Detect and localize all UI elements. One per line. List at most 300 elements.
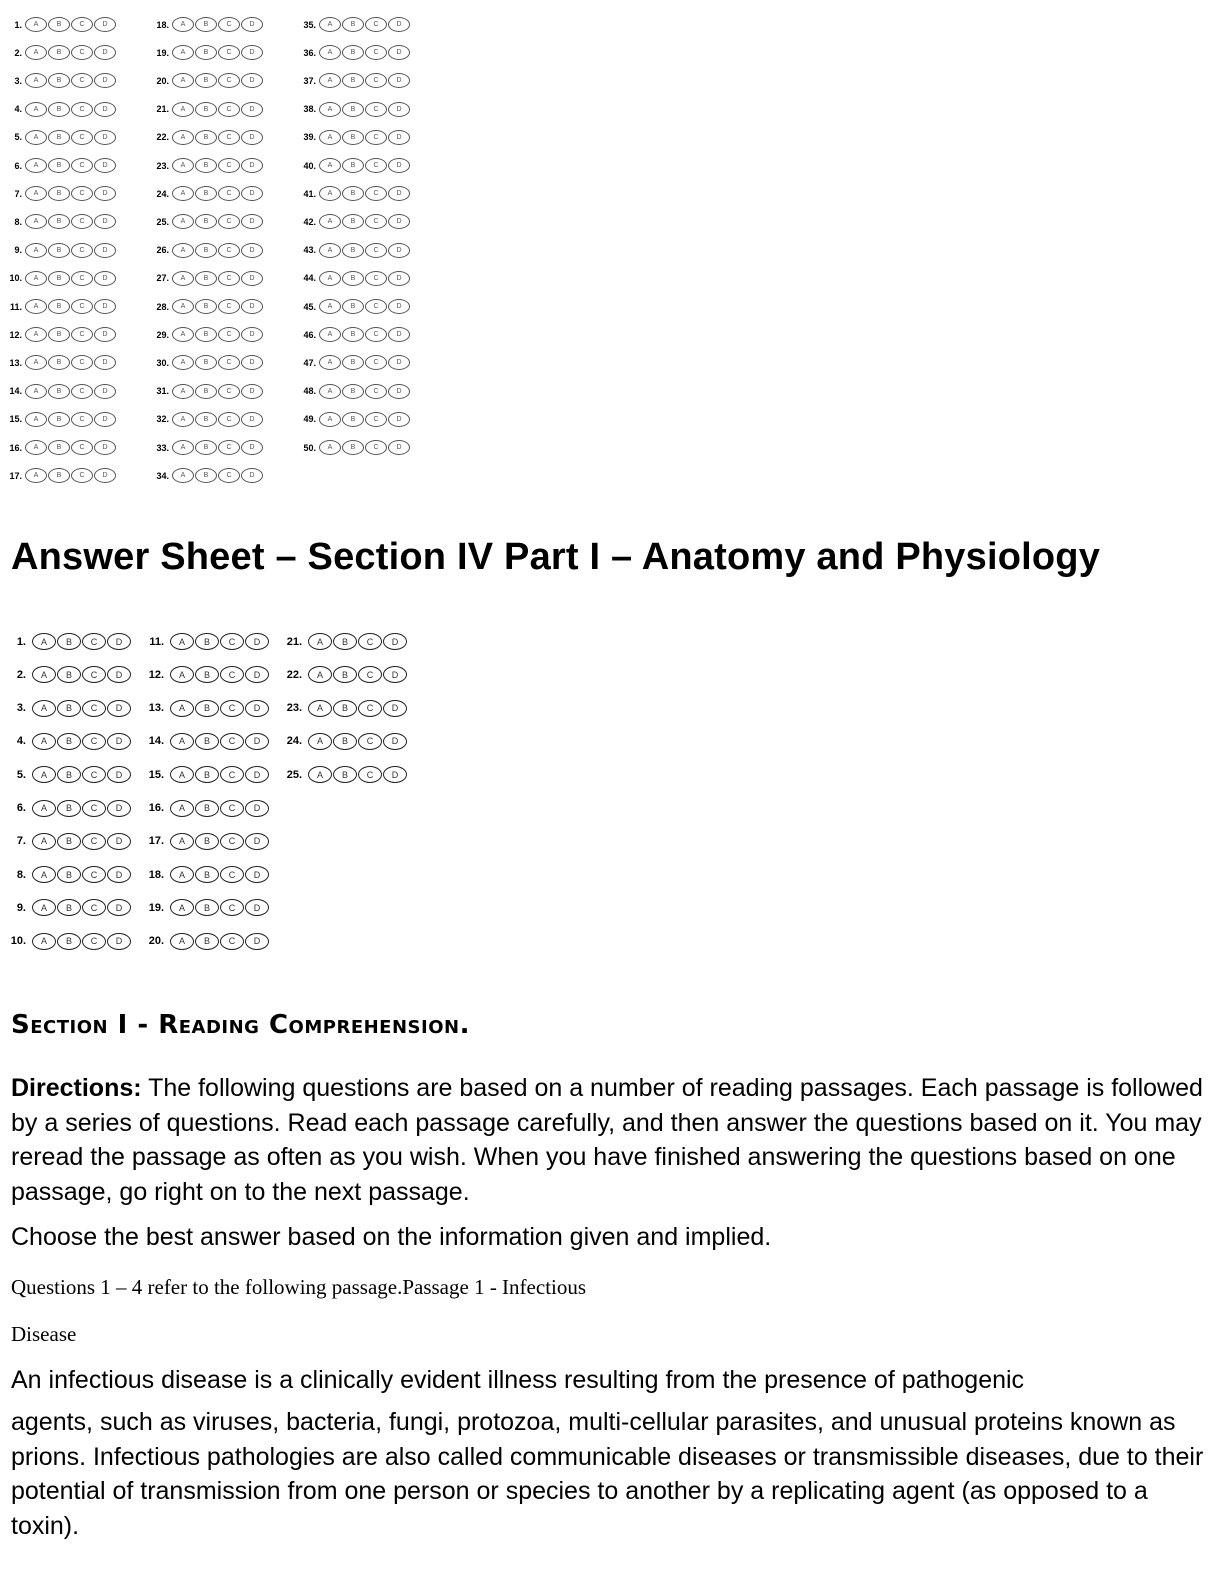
answer-bubble-a[interactable]: A: [25, 102, 47, 117]
answer-bubble-b[interactable]: B: [195, 866, 219, 883]
answer-bubble-c[interactable]: C: [71, 102, 93, 117]
answer-bubble-b[interactable]: B: [342, 158, 364, 173]
answer-bubble-b[interactable]: B: [342, 102, 364, 117]
answer-bubble-a[interactable]: A: [172, 384, 194, 399]
answer-bubble-b[interactable]: B: [342, 214, 364, 229]
answer-bubble-a[interactable]: A: [319, 355, 341, 370]
answer-bubble-d[interactable]: D: [94, 243, 116, 258]
answer-bubble-d[interactable]: D: [241, 17, 263, 32]
answer-bubble-b[interactable]: B: [57, 933, 81, 950]
answer-bubble-a[interactable]: A: [32, 700, 56, 717]
answer-bubble-a[interactable]: A: [172, 412, 194, 427]
answer-bubble-a[interactable]: A: [25, 412, 47, 427]
answer-bubble-c[interactable]: C: [358, 666, 382, 683]
answer-bubble-d[interactable]: D: [241, 73, 263, 88]
answer-bubble-d[interactable]: D: [107, 833, 131, 850]
answer-bubble-d[interactable]: D: [383, 733, 407, 750]
answer-bubble-d[interactable]: D: [388, 384, 410, 399]
answer-bubble-a[interactable]: A: [308, 766, 332, 783]
answer-bubble-a[interactable]: A: [172, 158, 194, 173]
answer-bubble-b[interactable]: B: [195, 327, 217, 342]
answer-bubble-c[interactable]: C: [71, 299, 93, 314]
answer-bubble-a[interactable]: A: [25, 186, 47, 201]
answer-bubble-b[interactable]: B: [195, 186, 217, 201]
answer-bubble-b[interactable]: B: [342, 440, 364, 455]
answer-bubble-a[interactable]: A: [25, 73, 47, 88]
answer-bubble-d[interactable]: D: [107, 733, 131, 750]
answer-bubble-c[interactable]: C: [218, 243, 240, 258]
answer-bubble-d[interactable]: D: [245, 700, 269, 717]
answer-bubble-d[interactable]: D: [241, 102, 263, 117]
answer-bubble-c[interactable]: C: [218, 102, 240, 117]
answer-bubble-d[interactable]: D: [245, 933, 269, 950]
answer-bubble-c[interactable]: C: [71, 45, 93, 60]
answer-bubble-b[interactable]: B: [195, 766, 219, 783]
answer-bubble-b[interactable]: B: [195, 17, 217, 32]
answer-bubble-b[interactable]: B: [57, 899, 81, 916]
answer-bubble-d[interactable]: D: [388, 214, 410, 229]
answer-bubble-d[interactable]: D: [241, 186, 263, 201]
answer-bubble-b[interactable]: B: [342, 327, 364, 342]
answer-bubble-c[interactable]: C: [82, 933, 106, 950]
answer-bubble-a[interactable]: A: [308, 700, 332, 717]
answer-bubble-b[interactable]: B: [195, 384, 217, 399]
answer-bubble-d[interactable]: D: [241, 130, 263, 145]
answer-bubble-a[interactable]: A: [172, 73, 194, 88]
answer-bubble-b[interactable]: B: [195, 700, 219, 717]
answer-bubble-c[interactable]: C: [220, 733, 244, 750]
answer-bubble-d[interactable]: D: [241, 384, 263, 399]
answer-bubble-b[interactable]: B: [195, 833, 219, 850]
answer-bubble-d[interactable]: D: [245, 866, 269, 883]
answer-bubble-a[interactable]: A: [170, 766, 194, 783]
answer-bubble-b[interactable]: B: [48, 243, 70, 258]
answer-bubble-d[interactable]: D: [94, 327, 116, 342]
answer-bubble-b[interactable]: B: [48, 468, 70, 483]
answer-bubble-c[interactable]: C: [218, 73, 240, 88]
answer-bubble-c[interactable]: C: [220, 666, 244, 683]
answer-bubble-d[interactable]: D: [388, 327, 410, 342]
answer-bubble-b[interactable]: B: [195, 243, 217, 258]
answer-bubble-b[interactable]: B: [48, 130, 70, 145]
answer-bubble-a[interactable]: A: [319, 17, 341, 32]
answer-bubble-c[interactable]: C: [218, 130, 240, 145]
answer-bubble-a[interactable]: A: [25, 355, 47, 370]
answer-bubble-d[interactable]: D: [388, 158, 410, 173]
answer-bubble-c[interactable]: C: [365, 130, 387, 145]
answer-bubble-b[interactable]: B: [342, 243, 364, 258]
answer-bubble-b[interactable]: B: [57, 733, 81, 750]
answer-bubble-d[interactable]: D: [388, 73, 410, 88]
answer-bubble-c[interactable]: C: [71, 271, 93, 286]
answer-bubble-b[interactable]: B: [195, 733, 219, 750]
answer-bubble-c[interactable]: C: [82, 833, 106, 850]
answer-bubble-c[interactable]: C: [71, 355, 93, 370]
answer-bubble-a[interactable]: A: [32, 866, 56, 883]
answer-bubble-c[interactable]: C: [218, 468, 240, 483]
answer-bubble-b[interactable]: B: [48, 271, 70, 286]
answer-bubble-b[interactable]: B: [48, 299, 70, 314]
answer-bubble-b[interactable]: B: [195, 214, 217, 229]
answer-bubble-b[interactable]: B: [48, 214, 70, 229]
answer-bubble-b[interactable]: B: [195, 299, 217, 314]
answer-bubble-c[interactable]: C: [365, 17, 387, 32]
answer-bubble-d[interactable]: D: [94, 45, 116, 60]
answer-bubble-a[interactable]: A: [25, 214, 47, 229]
answer-bubble-a[interactable]: A: [319, 73, 341, 88]
answer-bubble-a[interactable]: A: [170, 833, 194, 850]
answer-bubble-b[interactable]: B: [48, 412, 70, 427]
answer-bubble-a[interactable]: A: [319, 102, 341, 117]
answer-bubble-c[interactable]: C: [71, 384, 93, 399]
answer-bubble-d[interactable]: D: [94, 73, 116, 88]
answer-bubble-a[interactable]: A: [25, 468, 47, 483]
answer-bubble-c[interactable]: C: [71, 130, 93, 145]
answer-bubble-d[interactable]: D: [94, 158, 116, 173]
answer-bubble-d[interactable]: D: [388, 271, 410, 286]
answer-bubble-d[interactable]: D: [388, 186, 410, 201]
answer-bubble-c[interactable]: C: [71, 186, 93, 201]
answer-bubble-c[interactable]: C: [365, 299, 387, 314]
answer-bubble-d[interactable]: D: [388, 17, 410, 32]
answer-bubble-b[interactable]: B: [48, 17, 70, 32]
answer-bubble-c[interactable]: C: [71, 17, 93, 32]
answer-bubble-b[interactable]: B: [342, 45, 364, 60]
answer-bubble-a[interactable]: A: [25, 158, 47, 173]
answer-bubble-c[interactable]: C: [358, 766, 382, 783]
answer-bubble-a[interactable]: A: [319, 327, 341, 342]
answer-bubble-a[interactable]: A: [172, 299, 194, 314]
answer-bubble-b[interactable]: B: [48, 158, 70, 173]
answer-bubble-c[interactable]: C: [71, 327, 93, 342]
answer-bubble-a[interactable]: A: [32, 933, 56, 950]
answer-bubble-c[interactable]: C: [358, 633, 382, 650]
answer-bubble-c[interactable]: C: [365, 186, 387, 201]
answer-bubble-c[interactable]: C: [358, 733, 382, 750]
answer-bubble-a[interactable]: A: [319, 158, 341, 173]
answer-bubble-a[interactable]: A: [172, 271, 194, 286]
answer-bubble-c[interactable]: C: [82, 800, 106, 817]
answer-bubble-b[interactable]: B: [195, 102, 217, 117]
answer-bubble-d[interactable]: D: [383, 633, 407, 650]
answer-bubble-b[interactable]: B: [57, 866, 81, 883]
answer-bubble-a[interactable]: A: [25, 440, 47, 455]
answer-bubble-c[interactable]: C: [365, 384, 387, 399]
answer-bubble-d[interactable]: D: [245, 733, 269, 750]
answer-bubble-b[interactable]: B: [48, 440, 70, 455]
answer-bubble-c[interactable]: C: [365, 214, 387, 229]
answer-bubble-b[interactable]: B: [342, 412, 364, 427]
answer-bubble-a[interactable]: A: [25, 243, 47, 258]
answer-bubble-a[interactable]: A: [170, 933, 194, 950]
answer-bubble-d[interactable]: D: [107, 933, 131, 950]
answer-bubble-a[interactable]: A: [25, 299, 47, 314]
answer-bubble-a[interactable]: A: [319, 440, 341, 455]
answer-bubble-c[interactable]: C: [218, 186, 240, 201]
answer-bubble-d[interactable]: D: [245, 833, 269, 850]
answer-bubble-d[interactable]: D: [94, 440, 116, 455]
answer-bubble-c[interactable]: C: [365, 271, 387, 286]
answer-bubble-b[interactable]: B: [333, 666, 357, 683]
answer-bubble-d[interactable]: D: [245, 633, 269, 650]
answer-bubble-a[interactable]: A: [319, 384, 341, 399]
answer-bubble-b[interactable]: B: [57, 633, 81, 650]
answer-bubble-c[interactable]: C: [218, 271, 240, 286]
answer-bubble-d[interactable]: D: [245, 766, 269, 783]
answer-bubble-d[interactable]: D: [241, 214, 263, 229]
answer-bubble-a[interactable]: A: [32, 633, 56, 650]
answer-bubble-d[interactable]: D: [241, 45, 263, 60]
answer-bubble-b[interactable]: B: [48, 327, 70, 342]
answer-bubble-a[interactable]: A: [319, 299, 341, 314]
answer-bubble-d[interactable]: D: [241, 440, 263, 455]
answer-bubble-b[interactable]: B: [57, 700, 81, 717]
answer-bubble-c[interactable]: C: [365, 355, 387, 370]
answer-bubble-b[interactable]: B: [195, 45, 217, 60]
answer-bubble-c[interactable]: C: [82, 633, 106, 650]
answer-bubble-a[interactable]: A: [172, 440, 194, 455]
answer-bubble-a[interactable]: A: [172, 214, 194, 229]
answer-bubble-b[interactable]: B: [48, 73, 70, 88]
answer-bubble-a[interactable]: A: [170, 733, 194, 750]
answer-bubble-a[interactable]: A: [308, 666, 332, 683]
answer-bubble-a[interactable]: A: [172, 243, 194, 258]
answer-bubble-c[interactable]: C: [365, 412, 387, 427]
answer-bubble-d[interactable]: D: [107, 866, 131, 883]
answer-bubble-a[interactable]: A: [319, 271, 341, 286]
answer-bubble-a[interactable]: A: [25, 271, 47, 286]
answer-bubble-a[interactable]: A: [172, 327, 194, 342]
answer-bubble-c[interactable]: C: [220, 899, 244, 916]
answer-bubble-c[interactable]: C: [365, 102, 387, 117]
answer-bubble-b[interactable]: B: [342, 271, 364, 286]
answer-bubble-a[interactable]: A: [32, 666, 56, 683]
answer-bubble-d[interactable]: D: [94, 102, 116, 117]
answer-bubble-c[interactable]: C: [358, 700, 382, 717]
answer-bubble-b[interactable]: B: [195, 666, 219, 683]
answer-bubble-d[interactable]: D: [241, 412, 263, 427]
answer-bubble-a[interactable]: A: [172, 468, 194, 483]
answer-bubble-d[interactable]: D: [107, 766, 131, 783]
answer-bubble-d[interactable]: D: [241, 299, 263, 314]
answer-bubble-b[interactable]: B: [342, 130, 364, 145]
answer-bubble-b[interactable]: B: [195, 440, 217, 455]
answer-bubble-c[interactable]: C: [365, 158, 387, 173]
answer-bubble-c[interactable]: C: [82, 700, 106, 717]
answer-bubble-d[interactable]: D: [388, 243, 410, 258]
answer-bubble-b[interactable]: B: [195, 355, 217, 370]
answer-bubble-c[interactable]: C: [71, 468, 93, 483]
answer-bubble-b[interactable]: B: [333, 700, 357, 717]
answer-bubble-a[interactable]: A: [170, 700, 194, 717]
answer-bubble-c[interactable]: C: [218, 440, 240, 455]
answer-bubble-b[interactable]: B: [57, 800, 81, 817]
answer-bubble-d[interactable]: D: [241, 158, 263, 173]
answer-bubble-c[interactable]: C: [365, 243, 387, 258]
answer-bubble-a[interactable]: A: [172, 45, 194, 60]
answer-bubble-d[interactable]: D: [107, 633, 131, 650]
answer-bubble-d[interactable]: D: [107, 899, 131, 916]
answer-bubble-c[interactable]: C: [220, 933, 244, 950]
answer-bubble-d[interactable]: D: [388, 299, 410, 314]
answer-bubble-c[interactable]: C: [82, 866, 106, 883]
answer-bubble-b[interactable]: B: [57, 666, 81, 683]
answer-bubble-a[interactable]: A: [32, 833, 56, 850]
answer-bubble-c[interactable]: C: [365, 327, 387, 342]
answer-bubble-c[interactable]: C: [218, 412, 240, 427]
answer-bubble-a[interactable]: A: [319, 214, 341, 229]
answer-bubble-d[interactable]: D: [94, 17, 116, 32]
answer-bubble-c[interactable]: C: [218, 17, 240, 32]
answer-bubble-d[interactable]: D: [245, 899, 269, 916]
answer-bubble-b[interactable]: B: [57, 766, 81, 783]
answer-bubble-b[interactable]: B: [48, 45, 70, 60]
answer-bubble-d[interactable]: D: [94, 412, 116, 427]
answer-bubble-d[interactable]: D: [94, 186, 116, 201]
answer-bubble-a[interactable]: A: [319, 45, 341, 60]
answer-bubble-a[interactable]: A: [32, 733, 56, 750]
answer-bubble-b[interactable]: B: [195, 633, 219, 650]
answer-bubble-d[interactable]: D: [94, 355, 116, 370]
answer-bubble-a[interactable]: A: [25, 130, 47, 145]
answer-bubble-b[interactable]: B: [48, 384, 70, 399]
answer-bubble-d[interactable]: D: [94, 214, 116, 229]
answer-bubble-b[interactable]: B: [342, 384, 364, 399]
answer-bubble-d[interactable]: D: [388, 440, 410, 455]
answer-bubble-d[interactable]: D: [388, 45, 410, 60]
answer-bubble-b[interactable]: B: [195, 130, 217, 145]
answer-bubble-b[interactable]: B: [195, 271, 217, 286]
answer-bubble-a[interactable]: A: [172, 355, 194, 370]
answer-bubble-d[interactable]: D: [383, 766, 407, 783]
answer-bubble-b[interactable]: B: [342, 355, 364, 370]
answer-bubble-c[interactable]: C: [220, 633, 244, 650]
answer-bubble-a[interactable]: A: [32, 800, 56, 817]
answer-bubble-c[interactable]: C: [218, 327, 240, 342]
answer-bubble-d[interactable]: D: [94, 271, 116, 286]
answer-bubble-b[interactable]: B: [333, 633, 357, 650]
answer-bubble-a[interactable]: A: [25, 17, 47, 32]
answer-bubble-c[interactable]: C: [220, 833, 244, 850]
answer-bubble-b[interactable]: B: [48, 355, 70, 370]
answer-bubble-c[interactable]: C: [218, 158, 240, 173]
answer-bubble-b[interactable]: B: [195, 468, 217, 483]
answer-bubble-a[interactable]: A: [170, 666, 194, 683]
answer-bubble-a[interactable]: A: [170, 899, 194, 916]
answer-bubble-c[interactable]: C: [220, 700, 244, 717]
answer-bubble-b[interactable]: B: [57, 833, 81, 850]
answer-bubble-d[interactable]: D: [245, 666, 269, 683]
answer-bubble-c[interactable]: C: [365, 45, 387, 60]
answer-bubble-c[interactable]: C: [82, 666, 106, 683]
answer-bubble-c[interactable]: C: [218, 384, 240, 399]
answer-bubble-a[interactable]: A: [308, 733, 332, 750]
answer-bubble-c[interactable]: C: [365, 440, 387, 455]
answer-bubble-d[interactable]: D: [107, 700, 131, 717]
answer-bubble-a[interactable]: A: [172, 17, 194, 32]
answer-bubble-a[interactable]: A: [25, 45, 47, 60]
answer-bubble-b[interactable]: B: [342, 186, 364, 201]
answer-bubble-d[interactable]: D: [388, 102, 410, 117]
answer-bubble-d[interactable]: D: [241, 355, 263, 370]
answer-bubble-c[interactable]: C: [71, 243, 93, 258]
answer-bubble-a[interactable]: A: [170, 800, 194, 817]
answer-bubble-c[interactable]: C: [82, 899, 106, 916]
answer-bubble-c[interactable]: C: [220, 866, 244, 883]
answer-bubble-d[interactable]: D: [241, 243, 263, 258]
answer-bubble-d[interactable]: D: [383, 666, 407, 683]
answer-bubble-c[interactable]: C: [71, 214, 93, 229]
answer-bubble-d[interactable]: D: [388, 355, 410, 370]
answer-bubble-c[interactable]: C: [220, 766, 244, 783]
answer-bubble-c[interactable]: C: [365, 73, 387, 88]
answer-bubble-d[interactable]: D: [94, 299, 116, 314]
answer-bubble-d[interactable]: D: [241, 271, 263, 286]
answer-bubble-d[interactable]: D: [94, 468, 116, 483]
answer-bubble-a[interactable]: A: [172, 186, 194, 201]
answer-bubble-a[interactable]: A: [319, 243, 341, 258]
answer-bubble-c[interactable]: C: [71, 412, 93, 427]
answer-bubble-d[interactable]: D: [94, 384, 116, 399]
answer-bubble-d[interactable]: D: [107, 666, 131, 683]
answer-bubble-b[interactable]: B: [195, 800, 219, 817]
answer-bubble-b[interactable]: B: [195, 412, 217, 427]
answer-bubble-c[interactable]: C: [220, 800, 244, 817]
answer-bubble-c[interactable]: C: [82, 733, 106, 750]
answer-bubble-b[interactable]: B: [342, 17, 364, 32]
answer-bubble-a[interactable]: A: [319, 130, 341, 145]
answer-bubble-b[interactable]: B: [195, 933, 219, 950]
answer-bubble-d[interactable]: D: [388, 130, 410, 145]
answer-bubble-b[interactable]: B: [195, 158, 217, 173]
answer-bubble-a[interactable]: A: [25, 384, 47, 399]
answer-bubble-a[interactable]: A: [32, 766, 56, 783]
answer-bubble-c[interactable]: C: [71, 73, 93, 88]
answer-bubble-d[interactable]: D: [241, 327, 263, 342]
answer-bubble-c[interactable]: C: [82, 766, 106, 783]
answer-bubble-b[interactable]: B: [48, 102, 70, 117]
answer-bubble-a[interactable]: A: [172, 102, 194, 117]
answer-bubble-b[interactable]: B: [333, 766, 357, 783]
answer-bubble-d[interactable]: D: [107, 800, 131, 817]
answer-bubble-a[interactable]: A: [170, 633, 194, 650]
answer-bubble-a[interactable]: A: [308, 633, 332, 650]
answer-bubble-a[interactable]: A: [170, 866, 194, 883]
answer-bubble-d[interactable]: D: [245, 800, 269, 817]
answer-bubble-c[interactable]: C: [218, 299, 240, 314]
answer-bubble-b[interactable]: B: [333, 733, 357, 750]
answer-bubble-c[interactable]: C: [218, 355, 240, 370]
answer-bubble-d[interactable]: D: [94, 130, 116, 145]
answer-bubble-b[interactable]: B: [195, 73, 217, 88]
answer-bubble-c[interactable]: C: [71, 158, 93, 173]
answer-bubble-d[interactable]: D: [388, 412, 410, 427]
answer-bubble-a[interactable]: A: [172, 130, 194, 145]
answer-bubble-a[interactable]: A: [319, 412, 341, 427]
answer-bubble-a[interactable]: A: [319, 186, 341, 201]
answer-bubble-b[interactable]: B: [195, 899, 219, 916]
answer-bubble-b[interactable]: B: [48, 186, 70, 201]
answer-bubble-c[interactable]: C: [218, 214, 240, 229]
answer-bubble-c[interactable]: C: [218, 45, 240, 60]
answer-bubble-a[interactable]: A: [32, 899, 56, 916]
answer-bubble-b[interactable]: B: [342, 299, 364, 314]
answer-bubble-d[interactable]: D: [241, 468, 263, 483]
answer-bubble-c[interactable]: C: [71, 440, 93, 455]
answer-bubble-d[interactable]: D: [383, 700, 407, 717]
answer-bubble-b[interactable]: B: [342, 73, 364, 88]
answer-bubble-a[interactable]: A: [25, 327, 47, 342]
